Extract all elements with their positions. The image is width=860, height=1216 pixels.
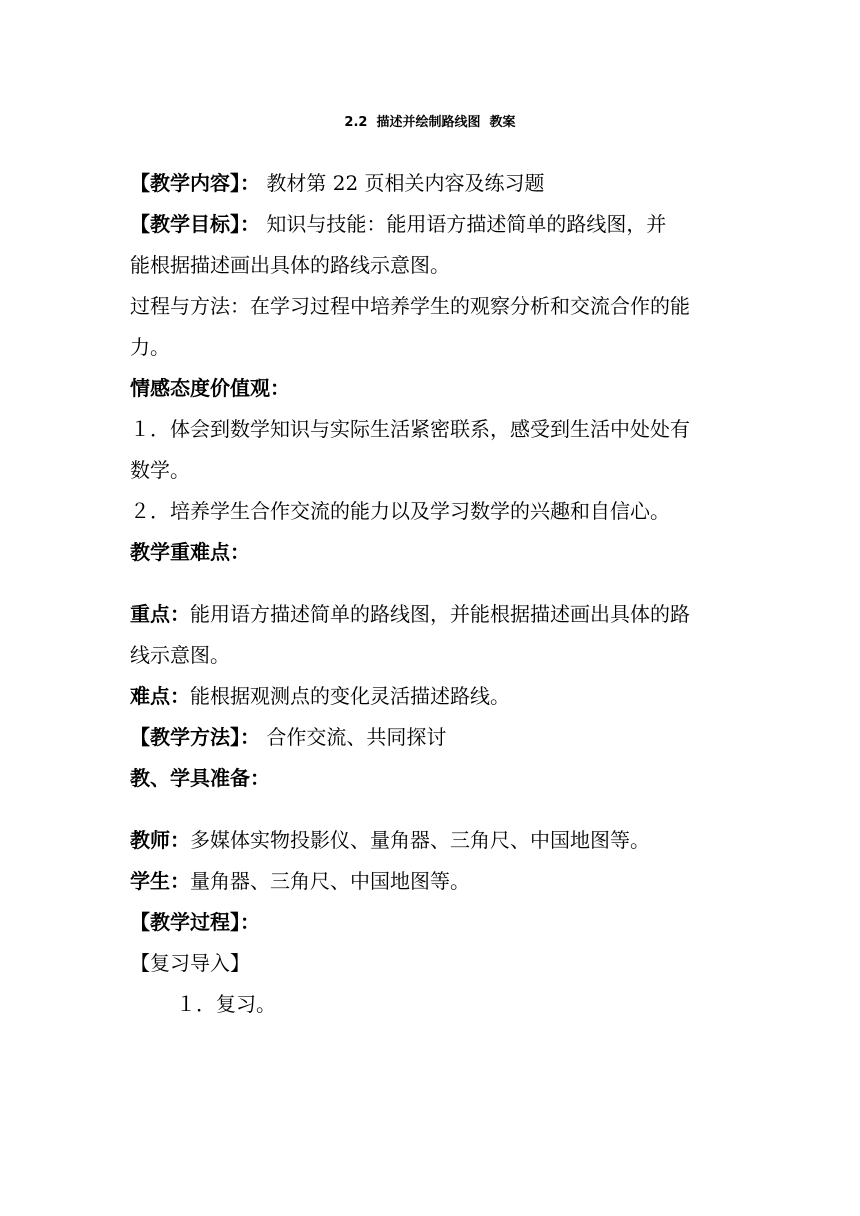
- teaching-content-text: 教材第 22 页相关内容及练习题: [266, 171, 545, 195]
- emotion-item-2: ２．培养学生合作交流的能力以及学习数学的兴趣和自信心。: [130, 499, 670, 523]
- teaching-content-label: 【教学内容】：: [130, 171, 260, 195]
- teacher-tools-line: [130, 820, 736, 861]
- teaching-goal-line-2: 能根据描述画出具体的路线示意图。: [130, 253, 450, 277]
- student-tools-line: [130, 861, 736, 902]
- key-points-heading: 教学重难点：: [130, 540, 250, 564]
- process-method-line: 过程与方法：在学习过程中培养学生的观察分析和交流合作的能: [130, 294, 690, 318]
- focus-line-2: 线示意图。: [130, 643, 230, 667]
- process-method-line-2: 力。: [130, 335, 170, 359]
- teaching-content-line: [130, 163, 736, 204]
- spacer: [130, 573, 736, 594]
- focus-line: [130, 594, 736, 635]
- emotion-item-1-cont: 数学。: [130, 458, 190, 482]
- teaching-goal-line: [130, 204, 736, 245]
- emotion-heading: 情感态度价值观：: [130, 376, 290, 400]
- emotion-item-1: １．体会到数学知识与实际生活紧密联系，感受到生活中处处有: [130, 417, 690, 441]
- difficulty-label: 难点：: [130, 684, 190, 708]
- teaching-goal-text: 知识与技能：能用语方描述简单的路线图，并: [266, 212, 667, 236]
- difficulty-text: 能根据观测点的变化灵活描述路线。: [190, 684, 510, 708]
- teacher-label: 教师：: [130, 828, 190, 852]
- focus-text: 能用语方描述简单的路线图，并能根据描述画出具体的路: [190, 602, 690, 626]
- focus-label: 重点：: [130, 602, 190, 626]
- document-title: 2.2 描述并绘制路线图 教案: [344, 115, 516, 130]
- document-body: [130, 163, 736, 1025]
- review-intro-heading: 【复习导入】: [130, 951, 250, 975]
- teacher-tools-text: 多媒体实物投影仪、量角器、三角尺、中国地图等。: [190, 828, 650, 852]
- difficulty-line: [130, 676, 736, 717]
- spacer: [130, 799, 736, 820]
- student-label: 学生：: [130, 869, 190, 893]
- method-line: [130, 717, 736, 758]
- student-tools-text: 量角器、三角尺、中国地图等。: [190, 869, 470, 893]
- teaching-process-heading: 【教学过程】：: [130, 910, 260, 934]
- review-item-1: １．复习。: [176, 992, 276, 1016]
- method-label: 【教学方法】：: [130, 725, 260, 749]
- teaching-goal-label: 【教学目标】：: [130, 212, 260, 236]
- method-text: 合作交流、共同探讨: [266, 725, 447, 749]
- tools-heading: 教、学具准备：: [130, 766, 270, 790]
